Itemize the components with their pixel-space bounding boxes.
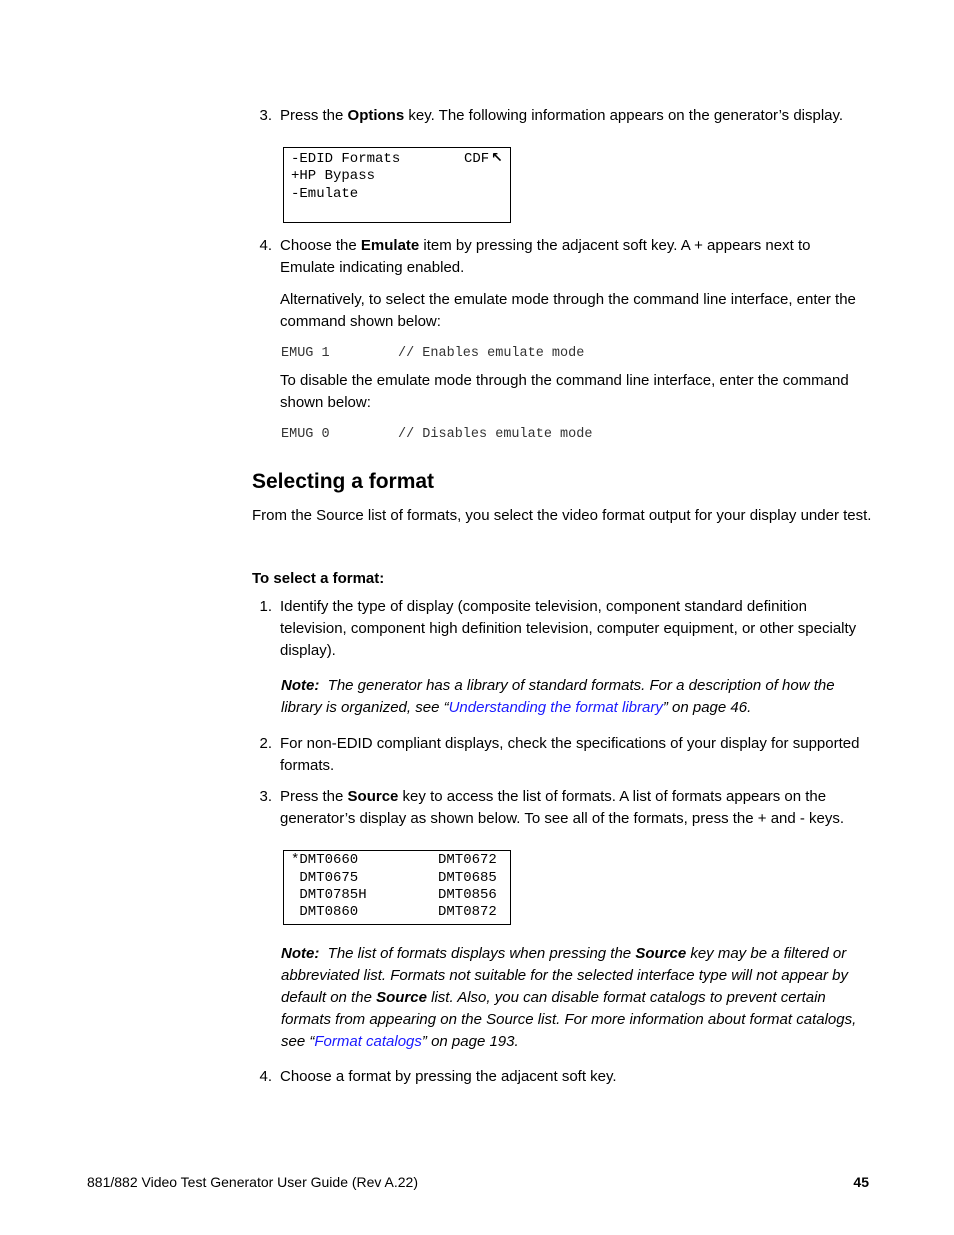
note-format-list: Note: The list of formats displays when pressing the Source key may be a filtered or abbreviated list. Formats not suitable for the selected interface type will not appear by default on the Source list. Also, you can disable format catalogs to prevent certain formats from appearing on the Source list. For more information about format catalogs, see “Format catalogs” on page 193. <box>281 945 857 1050</box>
code-command: EMUG 0 <box>281 427 330 442</box>
step-text: Choose the Emulate item by pressing the adjacent soft key. A + appears next to Emulate indicating enabled. <box>280 237 811 276</box>
step-number: 1. <box>259 598 272 615</box>
page-number: 45 <box>853 1174 869 1190</box>
code-disable <box>281 427 593 442</box>
format-entry: DMT0872 <box>438 904 497 920</box>
format-entry: DMT0672 <box>438 852 497 868</box>
display-line: -Emulate <box>291 186 359 202</box>
section-heading: Selecting a format <box>252 470 435 493</box>
step-number: 4. <box>259 237 272 254</box>
code-comment: // Enables emulate mode <box>398 346 585 361</box>
format-entry: DMT0856 <box>438 887 497 903</box>
source-key: Source <box>347 788 399 805</box>
step-text: For non-EDID compliant displays, check the specifications of your display for supported formats. <box>280 735 860 774</box>
format-entry: DMT0785H <box>291 887 367 903</box>
code-comment: // Disables emulate mode <box>398 427 593 442</box>
arrow-up-left-icon: ↖ <box>491 150 503 166</box>
link-format-catalogs[interactable]: Format catalogs <box>314 1033 422 1050</box>
note-label: Note: <box>281 677 320 694</box>
format-entry: DMT0860 <box>291 904 359 920</box>
step-text: Identify the type of display (composite television, component standard definition television, component high definition television, computer equipment, or other specialty display). <box>280 598 857 659</box>
code-enable <box>281 346 585 361</box>
generator-display-options <box>283 147 511 223</box>
step-number: 4. <box>259 1068 272 1085</box>
step-number: 2. <box>259 735 272 752</box>
link-understanding-format-library[interactable]: Understanding the format library <box>448 699 663 716</box>
format-entry: DMT0685 <box>438 870 497 886</box>
alternative-paragraph: Alternatively, to select the emulate mode through the command line interface, enter the command shown below: <box>280 291 856 330</box>
step-number: 3. <box>259 107 272 124</box>
options-key: Options <box>347 107 405 124</box>
emulate-item: Emulate <box>360 237 420 254</box>
code-command: EMUG 1 <box>281 346 330 361</box>
step-text: Press the Source key to access the list of formats. A list of formats appears on the generator’s display as shown below. To see all of the formats, press the + and - keys. <box>280 788 845 827</box>
generator-display-formats <box>283 850 511 925</box>
display-line-right: CDF <box>464 151 490 167</box>
step-text: Press the Options key. The following information appears on the generator’s display. <box>280 107 844 124</box>
procedure-title: To select a format: <box>252 570 385 587</box>
disable-paragraph: To disable the emulate mode through the command line interface, enter the command shown below: <box>280 372 849 411</box>
footer-title: 881/882 Video Test Generator User Guide (Rev A.22) <box>87 1174 419 1190</box>
display-line: +HP Bypass <box>291 168 376 184</box>
format-entry: *DMT0660 <box>291 852 359 868</box>
note-format-library: Note: The generator has a library of standard formats. For a description of how the library is organized, see “Understanding the format library” on page 46. <box>281 677 835 716</box>
display-line: -EDID Formats <box>291 151 401 167</box>
step-number: 3. <box>259 788 272 805</box>
format-entry: DMT0675 <box>291 870 359 886</box>
step-text: Choose a format by pressing the adjacent soft key. <box>280 1068 617 1085</box>
note-label: Note: <box>281 945 320 962</box>
intro-paragraph: From the Source list of formats, you select the video format output for your display under test. <box>252 507 872 524</box>
